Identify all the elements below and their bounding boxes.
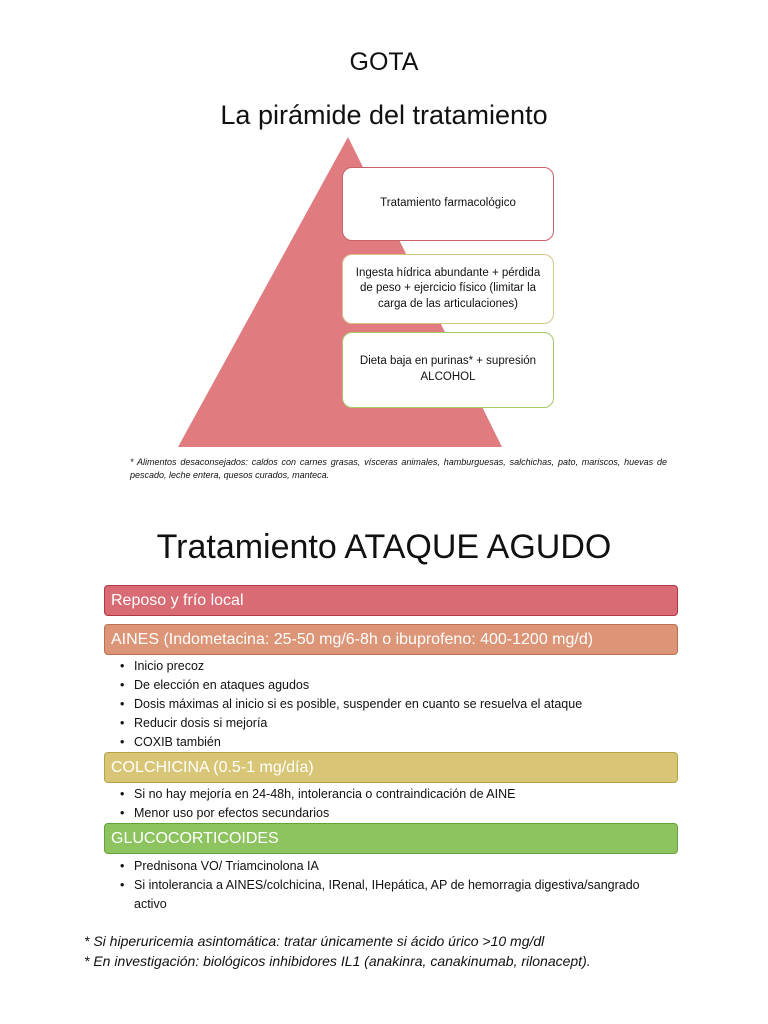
list-item: • Si no hay mejoría en 24-48h, intolerancia o contraindicación de AINE	[134, 785, 654, 804]
list-item: • Reducir dosis si mejoría	[134, 714, 654, 733]
section-bar-label: COLCHICINA (0.5-1 mg/día)	[111, 758, 314, 776]
list-item: • De elección en ataques agudos	[134, 676, 654, 695]
page-title: GOTA	[349, 48, 419, 76]
section-bar-glucocorticoides	[104, 823, 678, 854]
aines-list	[120, 657, 654, 752]
bullet-icon: •	[120, 678, 125, 692]
pyramid-level-pharmacological	[342, 167, 554, 241]
section-bar-label: GLUCOCORTICOIDES	[111, 829, 279, 847]
pyramid-footnote: * Alimentos desaconsejados: caldos con carnes grasas, vísceras animales, hamburguesas, salchichas, pato, mariscos, huevas de pescado, leche entera, quesos curados, manteca.	[130, 457, 667, 481]
section-bar-aines	[104, 624, 678, 655]
section-title-acute: Tratamiento ATAQUE AGUDO	[156, 528, 612, 566]
list-item: • Dosis máximas al inicio si es posible, suspender en cuanto se resuelva el ataque	[134, 695, 654, 714]
bullet-icon: •	[120, 697, 125, 711]
bullet-icon: •	[120, 659, 125, 673]
list-item: • Inicio precoz	[134, 657, 654, 676]
footnote-research: * En investigación: biológicos inhibidores IL1 (anakinra, canakinumab, rilonacept).	[84, 953, 591, 969]
pyramid-level-text: Ingesta hídrica abundante + pérdida de peso + ejercicio físico (limitar la carga de las articulaciones)	[355, 266, 541, 310]
page-subtitle: La pirámide del tratamiento	[220, 100, 548, 130]
bullet-icon: •	[120, 787, 125, 801]
section-bar-label: Reposo y frío local	[111, 591, 244, 609]
bullet-icon: •	[120, 806, 125, 820]
colchicina-list	[120, 785, 654, 823]
section-bar-rest	[104, 585, 678, 616]
list-item: • Menor uso por efectos secundarios	[134, 804, 654, 823]
bullet-icon: •	[120, 859, 125, 873]
section-bar-label: AINES (Indometacina: 25-50 mg/6-8h o ibuprofeno: 400-1200 mg/d)	[111, 630, 594, 648]
pyramid-level-lifestyle	[342, 254, 554, 324]
glucocorticoides-list	[120, 857, 674, 914]
pyramid-level-diet	[342, 332, 554, 408]
pyramid-level-text: Dieta baja en purinas* + supresión	[359, 355, 537, 368]
pyramid-level-text-alcohol: ALCOHOL	[420, 371, 476, 383]
bullet-icon: •	[120, 716, 125, 730]
bullet-icon: •	[120, 735, 125, 749]
section-bar-colchicina	[104, 752, 678, 783]
list-item: • COXIB también	[134, 733, 654, 752]
list-item: • Prednisona VO/ Triamcinolona IA	[134, 857, 674, 876]
list-item: • Si intolerancia a AINES/colchicina, IRenal, IHepática, AP de hemorragia digestiva/sangrado activo	[120, 878, 640, 911]
bullet-icon: •	[120, 878, 125, 892]
pyramid-level-text: Tratamiento farmacológico	[380, 197, 516, 210]
footnote-hyperuricemia: * Si hiperuricemia asintomática: tratar únicamente si ácido úrico >10 mg/dl	[84, 933, 545, 949]
